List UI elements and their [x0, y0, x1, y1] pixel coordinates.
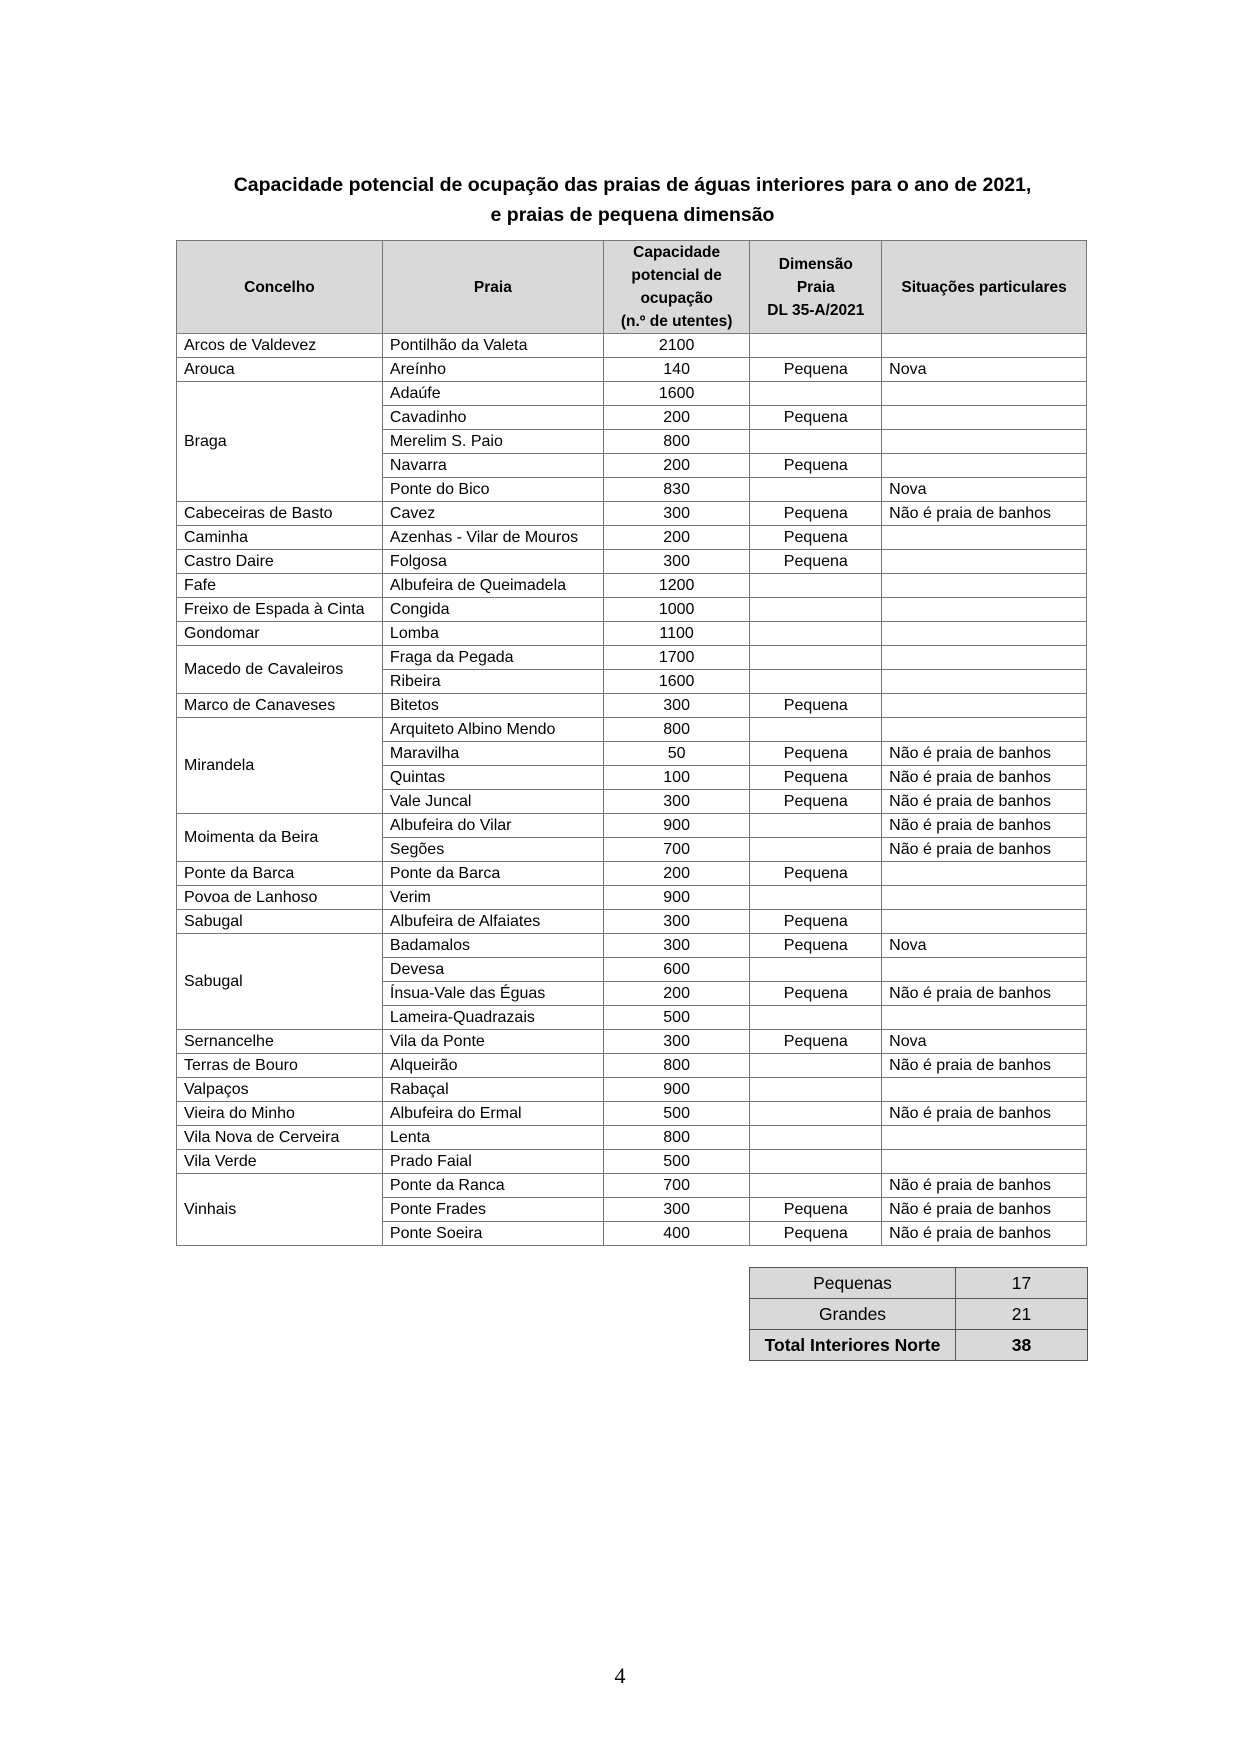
- header-capacidade-line: (n.º de utentes): [620, 313, 733, 330]
- cell-capacidade: 900: [603, 1078, 750, 1102]
- header-capacidade-line: ocupação: [640, 290, 713, 307]
- cell-dimensao: [750, 334, 882, 358]
- table-row: [177, 886, 1087, 910]
- cell-situacao: Nova: [882, 478, 1087, 502]
- cell-situacao: [882, 1126, 1087, 1150]
- cell-situacao: [882, 646, 1087, 670]
- summary-label: Grandes: [750, 1299, 956, 1330]
- cell-praia: Fraga da Pegada: [382, 646, 603, 670]
- table-row: [177, 646, 1087, 670]
- cell-concelho: Vila Nova de Cerveira: [177, 1126, 383, 1150]
- cell-praia: Folgosa: [382, 550, 603, 574]
- cell-situacao: [882, 886, 1087, 910]
- cell-dimensao: Pequena: [750, 982, 882, 1006]
- table-row: [177, 550, 1087, 574]
- cell-concelho: Mirandela: [177, 718, 383, 814]
- cell-situacao: [882, 958, 1087, 982]
- cell-praia: Albufeira de Alfaiates: [382, 910, 603, 934]
- cell-praia: Ponte Frades: [382, 1198, 603, 1222]
- cell-praia: Ribeira: [382, 670, 603, 694]
- cell-dimensao: Pequena: [750, 1198, 882, 1222]
- cell-dimensao: [750, 1078, 882, 1102]
- cell-dimensao: [750, 718, 882, 742]
- summary-row: [750, 1268, 1088, 1299]
- cell-situacao: Não é praia de banhos: [882, 1198, 1087, 1222]
- cell-concelho: Marco de Canaveses: [177, 694, 383, 718]
- cell-capacidade: 100: [603, 766, 750, 790]
- header-dimensao: [750, 241, 882, 334]
- cell-dimensao: Pequena: [750, 526, 882, 550]
- cell-capacidade: 800: [603, 1054, 750, 1078]
- cell-praia: Albufeira de Queimadela: [382, 574, 603, 598]
- cell-dimensao: [750, 1102, 882, 1126]
- cell-capacidade: 830: [603, 478, 750, 502]
- header-capacidade: [603, 241, 750, 334]
- cell-situacao: Não é praia de banhos: [882, 790, 1087, 814]
- cell-praia: Ponte da Barca: [382, 862, 603, 886]
- cell-capacidade: 1600: [603, 670, 750, 694]
- cell-situacao: [882, 694, 1087, 718]
- cell-concelho: Moimenta da Beira: [177, 814, 383, 862]
- summary-value: 38: [956, 1330, 1088, 1361]
- cell-praia: Segões: [382, 838, 603, 862]
- cell-praia: Albufeira do Ermal: [382, 1102, 603, 1126]
- cell-capacidade: 200: [603, 406, 750, 430]
- cell-capacidade: 1100: [603, 622, 750, 646]
- cell-capacidade: 700: [603, 1174, 750, 1198]
- cell-capacidade: 2100: [603, 334, 750, 358]
- cell-dimensao: Pequena: [750, 790, 882, 814]
- cell-situacao: Não é praia de banhos: [882, 982, 1087, 1006]
- document-title: [176, 170, 1089, 230]
- cell-praia: Albufeira do Vilar: [382, 814, 603, 838]
- cell-concelho: Fafe: [177, 574, 383, 598]
- cell-praia: Congida: [382, 598, 603, 622]
- cell-capacidade: 300: [603, 502, 750, 526]
- cell-situacao: Não é praia de banhos: [882, 1102, 1087, 1126]
- cell-dimensao: Pequena: [750, 766, 882, 790]
- cell-concelho: Vinhais: [177, 1174, 383, 1246]
- cell-praia: Pontilhão da Valeta: [382, 334, 603, 358]
- cell-capacidade: 400: [603, 1222, 750, 1246]
- cell-concelho: Castro Daire: [177, 550, 383, 574]
- cell-dimensao: Pequena: [750, 910, 882, 934]
- cell-dimensao: [750, 1126, 882, 1150]
- cell-concelho: Sernancelhe: [177, 1030, 383, 1054]
- cell-situacao: Não é praia de banhos: [882, 766, 1087, 790]
- cell-concelho: Povoa de Lanhoso: [177, 886, 383, 910]
- cell-situacao: [882, 910, 1087, 934]
- cell-dimensao: [750, 814, 882, 838]
- cell-praia: Ponte Soeira: [382, 1222, 603, 1246]
- cell-praia: Maravilha: [382, 742, 603, 766]
- table-row: [177, 1102, 1087, 1126]
- header-capacidade-line: potencial de: [631, 267, 722, 284]
- table-row: [177, 382, 1087, 406]
- table-row: [177, 814, 1087, 838]
- cell-capacidade: 200: [603, 526, 750, 550]
- cell-praia: Arquiteto Albino Mendo: [382, 718, 603, 742]
- cell-situacao: [882, 718, 1087, 742]
- cell-capacidade: 300: [603, 1198, 750, 1222]
- summary-row: [750, 1299, 1088, 1330]
- cell-concelho: Freixo de Espada à Cinta: [177, 598, 383, 622]
- cell-praia: Lenta: [382, 1126, 603, 1150]
- cell-concelho: Terras de Bouro: [177, 1054, 383, 1078]
- header-praia: Praia: [382, 241, 603, 334]
- cell-situacao: Nova: [882, 358, 1087, 382]
- cell-dimensao: [750, 1174, 882, 1198]
- table-row: [177, 526, 1087, 550]
- header-capacidade-line: Capacidade: [633, 244, 721, 261]
- cell-capacidade: 200: [603, 862, 750, 886]
- cell-situacao: Não é praia de banhos: [882, 1174, 1087, 1198]
- cell-capacidade: 800: [603, 718, 750, 742]
- cell-dimensao: [750, 598, 882, 622]
- cell-situacao: [882, 550, 1087, 574]
- cell-dimensao: Pequena: [750, 1222, 882, 1246]
- cell-praia: Devesa: [382, 958, 603, 982]
- cell-dimensao: Pequena: [750, 406, 882, 430]
- cell-praia: Merelim S. Paio: [382, 430, 603, 454]
- cell-concelho: Vila Verde: [177, 1150, 383, 1174]
- cell-dimensao: [750, 574, 882, 598]
- cell-praia: Alqueirão: [382, 1054, 603, 1078]
- summary-label: Total Interiores Norte: [750, 1330, 956, 1361]
- cell-capacidade: 300: [603, 790, 750, 814]
- cell-praia: Cavadinho: [382, 406, 603, 430]
- table-row: [177, 1150, 1087, 1174]
- beaches-capacity-table: [176, 240, 1087, 1246]
- cell-situacao: [882, 1006, 1087, 1030]
- cell-capacidade: 300: [603, 1030, 750, 1054]
- page-number: 4: [614, 1663, 626, 1688]
- cell-situacao: [882, 622, 1087, 646]
- cell-praia: Azenhas - Vilar de Mouros: [382, 526, 603, 550]
- cell-situacao: [882, 454, 1087, 478]
- cell-concelho: Caminha: [177, 526, 383, 550]
- cell-praia: Verim: [382, 886, 603, 910]
- table-row: [177, 574, 1087, 598]
- cell-situacao: Não é praia de banhos: [882, 742, 1087, 766]
- table-row: [177, 598, 1087, 622]
- table-row: [177, 718, 1087, 742]
- cell-situacao: Não é praia de banhos: [882, 814, 1087, 838]
- cell-concelho: Gondomar: [177, 622, 383, 646]
- header-situacoes: Situações particulares: [882, 241, 1087, 334]
- header-dimensao-line: Praia: [796, 278, 835, 296]
- table-row: [177, 694, 1087, 718]
- cell-situacao: [882, 1078, 1087, 1102]
- cell-praia: Vila da Ponte: [382, 1030, 603, 1054]
- cell-capacidade: 1000: [603, 598, 750, 622]
- cell-situacao: [882, 334, 1087, 358]
- cell-situacao: [882, 526, 1087, 550]
- cell-dimensao: Pequena: [750, 934, 882, 958]
- cell-praia: Quintas: [382, 766, 603, 790]
- header-concelho: Concelho: [177, 241, 383, 334]
- cell-situacao: Não é praia de banhos: [882, 1222, 1087, 1246]
- table-body: [177, 334, 1087, 1246]
- summary-label: Pequenas: [750, 1268, 956, 1299]
- cell-capacidade: 1200: [603, 574, 750, 598]
- table-row: [177, 1174, 1087, 1198]
- cell-concelho: Vieira do Minho: [177, 1102, 383, 1126]
- title-line-1: Capacidade potencial de ocupação das praias de águas interiores para o ano de 2021,: [233, 174, 1032, 196]
- cell-concelho: Arouca: [177, 358, 383, 382]
- cell-capacidade: 500: [603, 1006, 750, 1030]
- cell-capacidade: 1600: [603, 382, 750, 406]
- cell-situacao: [882, 598, 1087, 622]
- cell-praia: Vale Juncal: [382, 790, 603, 814]
- cell-praia: Prado Faial: [382, 1150, 603, 1174]
- cell-concelho: Braga: [177, 382, 383, 502]
- cell-dimensao: [750, 1006, 882, 1030]
- cell-concelho: Cabeceiras de Basto: [177, 502, 383, 526]
- summary-table: [749, 1267, 1088, 1361]
- table-row: [177, 910, 1087, 934]
- summary-value: 17: [956, 1268, 1088, 1299]
- cell-dimensao: [750, 382, 882, 406]
- cell-dimensao: [750, 958, 882, 982]
- cell-capacidade: 300: [603, 550, 750, 574]
- cell-dimensao: Pequena: [750, 358, 882, 382]
- header-dimensao-line: Dimensão: [778, 255, 853, 273]
- cell-praia: Rabaçal: [382, 1078, 603, 1102]
- table-row: [177, 862, 1087, 886]
- cell-praia: Bitetos: [382, 694, 603, 718]
- cell-praia: Ponte do Bico: [382, 478, 603, 502]
- cell-dimensao: Pequena: [750, 550, 882, 574]
- cell-situacao: Nova: [882, 1030, 1087, 1054]
- summary-row: [750, 1330, 1088, 1361]
- cell-dimensao: [750, 1054, 882, 1078]
- cell-situacao: [882, 862, 1087, 886]
- cell-praia: Navarra: [382, 454, 603, 478]
- cell-situacao: [882, 1150, 1087, 1174]
- cell-concelho: Valpaços: [177, 1078, 383, 1102]
- cell-concelho: Sabugal: [177, 934, 383, 1030]
- cell-dimensao: [750, 886, 882, 910]
- cell-situacao: Nova: [882, 934, 1087, 958]
- cell-capacidade: 300: [603, 694, 750, 718]
- cell-praia: Lameira-Quadrazais: [382, 1006, 603, 1030]
- cell-dimensao: Pequena: [750, 454, 882, 478]
- cell-capacidade: 300: [603, 934, 750, 958]
- cell-situacao: Não é praia de banhos: [882, 838, 1087, 862]
- cell-capacidade: 800: [603, 1126, 750, 1150]
- table-row: [177, 934, 1087, 958]
- cell-situacao: Não é praia de banhos: [882, 502, 1087, 526]
- cell-dimensao: [750, 670, 882, 694]
- table-row: [177, 1054, 1087, 1078]
- cell-capacidade: 140: [603, 358, 750, 382]
- cell-dimensao: [750, 622, 882, 646]
- cell-situacao: [882, 430, 1087, 454]
- cell-praia: Cavez: [382, 502, 603, 526]
- cell-praia: Badamalos: [382, 934, 603, 958]
- cell-situacao: [882, 670, 1087, 694]
- cell-capacidade: 500: [603, 1150, 750, 1174]
- table-row: [177, 1078, 1087, 1102]
- summary-value: 21: [956, 1299, 1088, 1330]
- header-dimensao-line: DL 35-A/2021: [767, 301, 865, 319]
- table-row: [177, 1030, 1087, 1054]
- cell-capacidade: 300: [603, 910, 750, 934]
- cell-dimensao: Pequena: [750, 502, 882, 526]
- cell-capacidade: 1700: [603, 646, 750, 670]
- cell-capacidade: 500: [603, 1102, 750, 1126]
- table-row: [177, 334, 1087, 358]
- cell-praia: Ínsua-Vale das Éguas: [382, 982, 603, 1006]
- table-header-row: [177, 241, 1087, 334]
- cell-concelho: Macedo de Cavaleiros: [177, 646, 383, 694]
- cell-praia: Areínho: [382, 358, 603, 382]
- cell-dimensao: [750, 838, 882, 862]
- cell-dimensao: Pequena: [750, 862, 882, 886]
- cell-dimensao: [750, 646, 882, 670]
- cell-capacidade: 600: [603, 958, 750, 982]
- cell-capacidade: 200: [603, 982, 750, 1006]
- cell-praia: Ponte da Ranca: [382, 1174, 603, 1198]
- cell-concelho: Sabugal: [177, 910, 383, 934]
- cell-situacao: [882, 382, 1087, 406]
- cell-capacidade: 900: [603, 814, 750, 838]
- cell-capacidade: 700: [603, 838, 750, 862]
- cell-dimensao: [750, 478, 882, 502]
- cell-praia: Adaúfe: [382, 382, 603, 406]
- table-row: [177, 1126, 1087, 1150]
- table-row: [177, 622, 1087, 646]
- cell-dimensao: [750, 430, 882, 454]
- cell-capacidade: 800: [603, 430, 750, 454]
- cell-capacidade: 50: [603, 742, 750, 766]
- cell-concelho: Arcos de Valdevez: [177, 334, 383, 358]
- cell-dimensao: [750, 1150, 882, 1174]
- cell-concelho: Ponte da Barca: [177, 862, 383, 886]
- table-row: [177, 502, 1087, 526]
- cell-dimensao: Pequena: [750, 1030, 882, 1054]
- table-row: [177, 358, 1087, 382]
- cell-situacao: Não é praia de banhos: [882, 1054, 1087, 1078]
- cell-dimensao: Pequena: [750, 694, 882, 718]
- cell-capacidade: 200: [603, 454, 750, 478]
- cell-situacao: [882, 406, 1087, 430]
- summary-body: [750, 1268, 1088, 1361]
- cell-praia: Lomba: [382, 622, 603, 646]
- cell-dimensao: Pequena: [750, 742, 882, 766]
- cell-capacidade: 900: [603, 886, 750, 910]
- cell-situacao: [882, 574, 1087, 598]
- title-line-2: e praias de pequena dimensão: [490, 204, 775, 226]
